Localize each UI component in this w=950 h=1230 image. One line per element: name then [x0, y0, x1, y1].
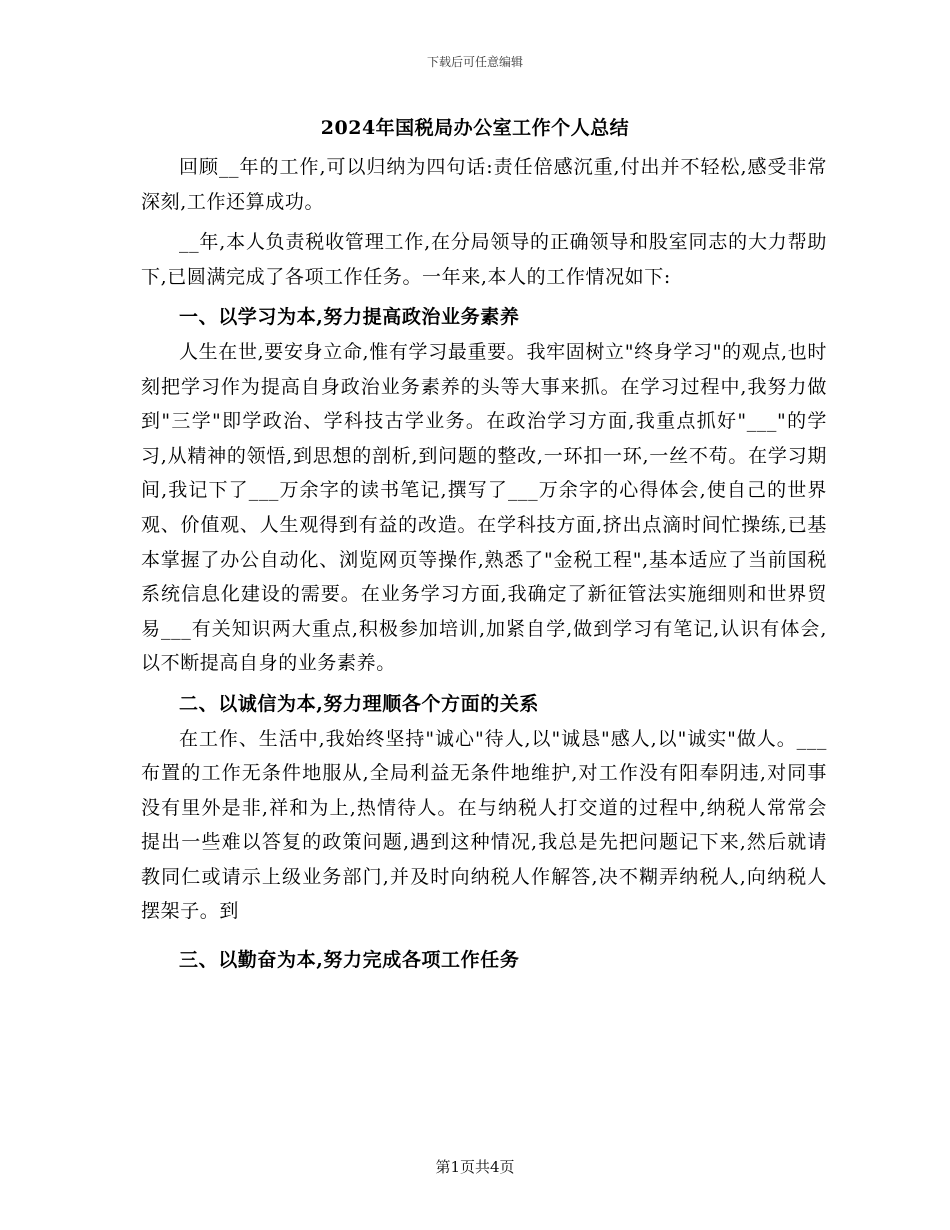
page-footer-pagination: 第1页共4页 — [435, 1158, 515, 1176]
section-heading-3: 三、以勤奋为本,努力完成各项工作任务 — [179, 949, 520, 972]
document-title: 2024年国税局办公室工作个人总结 — [320, 117, 630, 139]
intro-paragraph-1: 回顾__年的工作,可以归纳为四句话:责任倍感沉重,付出并不轻松,感受非常深刻,工作还算成功。 — [141, 156, 827, 213]
intro-paragraph-2: __年,本人负责税收管理工作,在分局领导的正确领导和股室同志的大力帮助下,已圆满完成了各项工作任务。一年来,本人的工作情况如下: — [141, 231, 827, 288]
page-header-note: 下载后可任意编辑 — [426, 55, 523, 69]
section-body-2: 在工作、生活中,我始终坚持"诚心"待人,以"诚恳"感人,以"诚实"做人。___布置的工作无条件地服从,全局利益无条件地维护,对工作没有阳奉阴违,对同事没有里外是非,祥和为上,热情待人。在与纳税人打交道的过程中,纳税人常常会提出一些难以答复的政策问题,遇到这种情况,我总是先把问题记下来,然后就请教同仁或请示上级业务部门,并及时向纳税人作解答,决不糊弄纳税人,向纳税人摆架子。到 — [141, 727, 827, 923]
section-heading-1: 一、以学习为本,努力提高政治业务素养 — [179, 306, 520, 329]
section-body-1: 人生在世,要安身立命,惟有学习最重要。我牢固树立"终身学习"的观点,也时刻把学习作为提高自身政治业务素养的头等大事来抓。在学习过程中,我努力做到"三学"即学政治、学科技古学业务。在政治学习方面,我重点抓好"___"的学习,从精神的领悟,到思想的剖析,到问题的整改,一环扣一环,一丝不苟。在学习期间,我记下了___万余字的读书笔记,撰写了___万余字的心得体会,使自己的世界观、价值观、人生观得到有益的改造。在学科技方面,挤出点滴时间忙操练,已基本掌握了办公自动化、浏览网页等操作,熟悉了"金税工程",基本适应了当前国税系统信息化建设的需要。在业务学习方面,我确定了新征管法实施细则和世界贸易___有关知识两大重点,积极参加培训,加紧自学,做到学习有笔记,认识有体会,以不断提高自身的业务素养。 — [141, 340, 827, 675]
document-body — [141, 150, 827, 978]
section-heading-2: 二、以诚信为本,努力理顺各个方面的关系 — [179, 692, 540, 715]
